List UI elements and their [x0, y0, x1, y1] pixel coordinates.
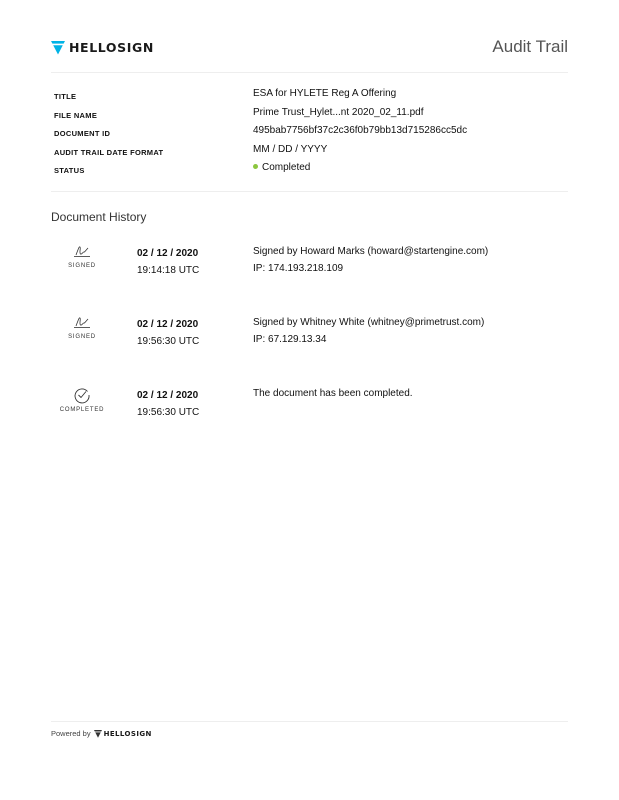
footer-brand-name: HELLOSIGN [103, 729, 152, 738]
status-dot-icon [253, 164, 258, 169]
info-value: ESA for HYLETE Reg A Offering [253, 88, 397, 99]
info-row-status [51, 162, 568, 181]
history-event [51, 244, 568, 304]
info-label: FILE NAME [54, 110, 98, 120]
hellosign-logo-icon [94, 730, 102, 738]
info-label: AUDIT TRAIL DATE FORMAT [54, 147, 164, 157]
signature-icon [72, 244, 92, 260]
section-title: Document History [51, 210, 147, 224]
event-time: 19:56:30 UTC [137, 407, 200, 418]
info-row-document-id [51, 125, 568, 144]
signature-icon [72, 315, 92, 331]
header-divider [51, 72, 568, 73]
event-date: 02 / 12 / 2020 [137, 248, 199, 259]
powered-by-text: Powered by [51, 729, 91, 738]
history-event [51, 315, 568, 375]
event-time: 19:14:18 UTC [137, 265, 200, 276]
status-text: Completed [262, 162, 311, 173]
event-date: 02 / 12 / 2020 [137, 319, 199, 330]
event-description: Signed by Howard Marks (howard@startengine.com) [253, 246, 489, 257]
info-label: DOCUMENT ID [54, 129, 111, 138]
event-ip: IP: 67.129.13.34 [253, 334, 327, 345]
info-row-date-format [51, 144, 568, 163]
document-info [51, 88, 568, 181]
event-description: The document has been completed. [253, 388, 413, 399]
info-label: STATUS [54, 166, 85, 175]
event-type-label: SIGNED [68, 263, 96, 269]
info-label: TITLE [54, 92, 77, 101]
info-row-title [51, 88, 568, 107]
event-icon [51, 386, 113, 413]
info-divider [51, 191, 568, 192]
info-row-file-name [51, 107, 568, 126]
event-type-label: SIGNED [68, 334, 96, 340]
event-icon [51, 244, 113, 269]
info-value: MM / DD / YYYY [253, 143, 328, 155]
header [51, 37, 568, 61]
check-circle-icon [73, 386, 91, 404]
event-icon [51, 315, 113, 340]
event-description: Signed by Whitney White (whitney@primetrust.com) [253, 317, 485, 328]
brand-logo [51, 40, 154, 55]
event-ip: IP: 174.193.218.109 [253, 263, 344, 274]
hellosign-logo-icon [51, 41, 65, 55]
footer-divider [51, 721, 568, 722]
footer [51, 729, 152, 738]
event-time: 19:56:30 UTC [137, 336, 200, 347]
history-event [51, 386, 568, 446]
page-title: Audit Trail [492, 37, 568, 56]
event-date: 02 / 12 / 2020 [137, 390, 199, 401]
brand-name: HELLOSIGN [69, 40, 154, 55]
info-value: Prime Trust_Hylet...nt 2020_02_11.pdf [253, 106, 424, 118]
event-type-label: COMPLETED [59, 407, 105, 413]
status-value [253, 162, 310, 173]
info-value: 495bab7756bf37c2c36f0b79bb13d715286cc5dc [253, 125, 468, 136]
